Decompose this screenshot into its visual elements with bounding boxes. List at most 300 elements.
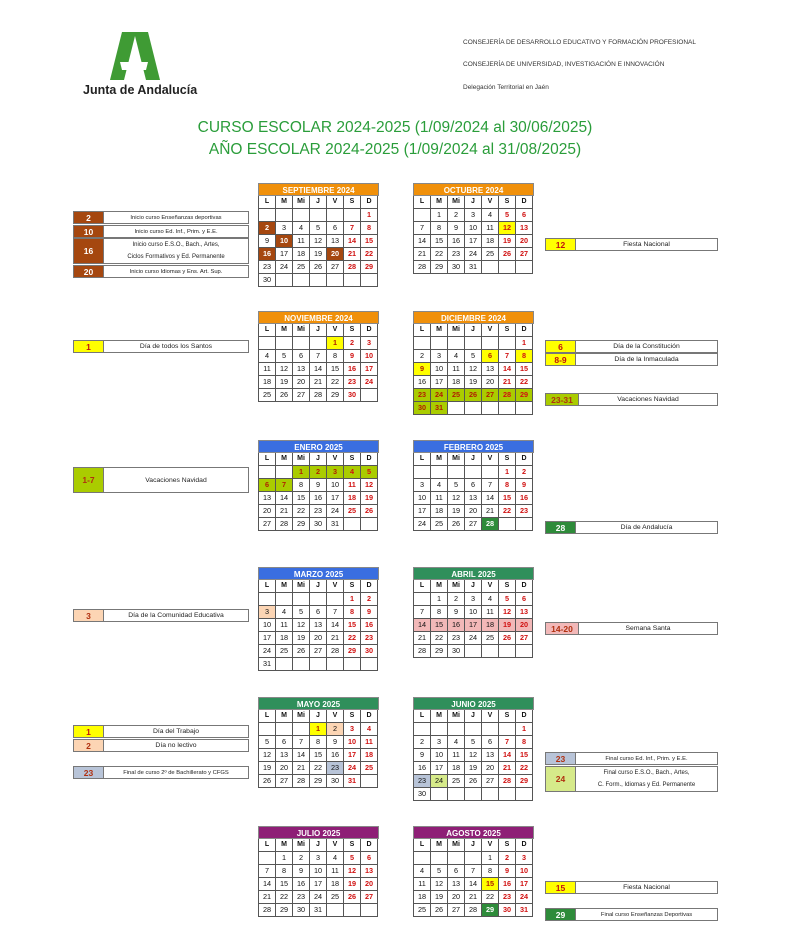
calendar-event [545, 353, 718, 366]
day-cell: 28 [482, 518, 499, 531]
event-description: Vacaciones Navidad [617, 396, 679, 403]
day-cell: 29 [361, 261, 378, 274]
event-description: Final de curso 2º de Bachillerato y CFGS [123, 769, 229, 776]
weekday-header: L [414, 453, 431, 466]
day-cell: 16 [259, 248, 276, 261]
calendar-event [73, 238, 249, 264]
day-cell: 21 [344, 248, 361, 261]
day-cell: 15 [293, 492, 310, 505]
event-description-line: Ciclos Formativos y Ed. Permanente [127, 254, 225, 260]
day-cell: 19 [259, 762, 276, 775]
empty-day-cell [431, 337, 448, 350]
day-cell: 14 [310, 363, 327, 376]
day-cell: 11 [448, 749, 465, 762]
day-cell: 28 [344, 261, 361, 274]
empty-day-cell [344, 658, 361, 671]
day-cell: 9 [344, 350, 361, 363]
weekday-header: L [259, 453, 276, 466]
day-cell: 1 [361, 209, 378, 222]
day-cell: 2 [448, 209, 465, 222]
day-cell: 13 [310, 619, 327, 632]
day-cell: 16 [293, 878, 310, 891]
day-cell: 25 [259, 389, 276, 402]
day-cell: 28 [259, 904, 276, 917]
month-calendar [413, 183, 534, 274]
empty-day-cell [259, 593, 276, 606]
day-cell: 1 [431, 593, 448, 606]
day-cell: 5 [499, 593, 516, 606]
month-calendar [258, 826, 379, 917]
empty-day-cell [310, 274, 327, 287]
day-cell: 12 [431, 878, 448, 891]
weekday-header: V [482, 710, 499, 723]
day-cell: 21 [499, 762, 516, 775]
day-cell: 19 [276, 376, 293, 389]
day-cell: 30 [259, 274, 276, 287]
day-cell: 23 [293, 891, 310, 904]
day-cell: 29 [344, 645, 361, 658]
day-cell: 25 [414, 904, 431, 917]
day-cell: 12 [499, 222, 516, 235]
event-description [576, 767, 717, 791]
day-cell: 31 [516, 904, 533, 917]
day-cell: 26 [465, 389, 482, 402]
calendar-event [73, 225, 249, 238]
day-cell: 24 [361, 376, 378, 389]
empty-day-cell [276, 593, 293, 606]
day-cell: 13 [482, 749, 499, 762]
day-cell: 13 [465, 492, 482, 505]
day-cell: 17 [276, 248, 293, 261]
day-cell: 25 [276, 645, 293, 658]
weekday-header: J [465, 839, 482, 852]
header-line-2: CONSEJERÍA DE UNIVERSIDAD, INVESTIGACIÓN E INNOVACIÓN [463, 61, 665, 68]
empty-day-cell [293, 593, 310, 606]
day-cell: 15 [516, 363, 533, 376]
day-cell: 23 [448, 632, 465, 645]
day-cell: 31 [431, 402, 448, 415]
weekday-header: M [276, 324, 293, 337]
weekday-header: S [344, 196, 361, 209]
day-cell: 27 [448, 904, 465, 917]
empty-day-cell [431, 788, 448, 801]
day-cell: 17 [310, 878, 327, 891]
month-title: FEBRERO 2025 [413, 440, 534, 453]
day-cell: 29 [516, 775, 533, 788]
day-cell: 24 [516, 891, 533, 904]
day-cell: 13 [516, 606, 533, 619]
day-cell: 15 [327, 363, 344, 376]
day-cell: 20 [327, 248, 344, 261]
day-cell: 3 [431, 736, 448, 749]
day-cell: 26 [259, 775, 276, 788]
day-cell: 30 [414, 788, 431, 801]
day-cell: 3 [465, 209, 482, 222]
day-cell: 8 [482, 865, 499, 878]
day-cell: 1 [327, 337, 344, 350]
event-description: Día de todos los Santos [139, 343, 213, 350]
weekday-header: J [465, 710, 482, 723]
day-cell: 9 [327, 736, 344, 749]
event-description: Fiesta Nacional [623, 241, 670, 248]
empty-day-cell [414, 723, 431, 736]
day-cell: 13 [276, 749, 293, 762]
day-cell: 24 [310, 891, 327, 904]
day-cell: 23 [448, 248, 465, 261]
month-calendar [258, 697, 379, 788]
day-cell: 14 [465, 878, 482, 891]
day-cell: 23 [516, 505, 533, 518]
day-cell: 26 [465, 775, 482, 788]
day-cell: 17 [465, 619, 482, 632]
day-cell: 19 [344, 878, 361, 891]
month-title: OCTUBRE 2024 [413, 183, 534, 196]
day-cell: 13 [293, 363, 310, 376]
day-cell: 26 [344, 891, 361, 904]
day-cell: 4 [259, 350, 276, 363]
day-cell: 1 [431, 209, 448, 222]
empty-day-cell [482, 723, 499, 736]
empty-day-cell [276, 658, 293, 671]
event-description: Semana Santa [625, 625, 671, 632]
day-cell: 2 [293, 852, 310, 865]
day-cell: 25 [344, 505, 361, 518]
day-cell: 14 [499, 749, 516, 762]
month-calendar [258, 311, 379, 402]
day-cell: 5 [361, 466, 378, 479]
weekday-header: S [499, 453, 516, 466]
weekday-header: Mi [448, 196, 465, 209]
day-cell: 8 [431, 222, 448, 235]
event-date-code: 1-7 [74, 468, 104, 492]
weekday-header: S [499, 710, 516, 723]
day-cell: 5 [431, 865, 448, 878]
event-date-code: 24 [546, 767, 576, 791]
weekday-header: V [482, 580, 499, 593]
calendar-event [545, 622, 718, 635]
weekday-header: L [259, 710, 276, 723]
day-cell: 24 [465, 248, 482, 261]
event-date-code: 23 [74, 767, 104, 778]
day-cell: 3 [465, 593, 482, 606]
calendar-event [545, 521, 718, 534]
weekday-header: S [344, 324, 361, 337]
day-cell: 6 [361, 852, 378, 865]
day-cell: 6 [327, 222, 344, 235]
day-cell: 16 [310, 492, 327, 505]
month-day-grid [258, 580, 379, 671]
day-cell: 18 [327, 878, 344, 891]
day-cell: 5 [310, 222, 327, 235]
day-cell: 24 [431, 775, 448, 788]
day-cell: 6 [293, 350, 310, 363]
weekday-header: Mi [448, 580, 465, 593]
weekday-header: L [259, 839, 276, 852]
day-cell: 7 [293, 736, 310, 749]
day-cell: 30 [499, 904, 516, 917]
calendar-event [545, 881, 718, 894]
day-cell: 19 [499, 235, 516, 248]
weekday-header: V [327, 453, 344, 466]
weekday-header: D [361, 453, 378, 466]
day-cell: 23 [259, 261, 276, 274]
day-cell: 27 [482, 389, 499, 402]
day-cell: 6 [516, 209, 533, 222]
day-cell: 17 [431, 376, 448, 389]
day-cell: 20 [448, 891, 465, 904]
day-cell: 19 [361, 492, 378, 505]
day-cell: 2 [361, 593, 378, 606]
weekday-header: J [465, 580, 482, 593]
day-cell: 24 [431, 389, 448, 402]
weekday-header: Mi [448, 839, 465, 852]
day-cell: 28 [310, 389, 327, 402]
logo-text: Junta de Andalucía [83, 83, 198, 97]
event-date-code: 2 [74, 212, 104, 223]
empty-day-cell [344, 209, 361, 222]
empty-day-cell [293, 209, 310, 222]
month-title: SEPTIEMBRE 2024 [258, 183, 379, 196]
day-cell: 22 [482, 891, 499, 904]
day-cell: 11 [327, 865, 344, 878]
day-cell: 4 [431, 479, 448, 492]
empty-day-cell [499, 723, 516, 736]
weekday-header: V [327, 580, 344, 593]
weekday-header: D [516, 196, 533, 209]
event-date-code: 20 [74, 266, 104, 277]
day-cell: 26 [499, 248, 516, 261]
month-calendar [258, 183, 379, 287]
month-title: NOVIEMBRE 2024 [258, 311, 379, 324]
month-day-grid [258, 710, 379, 788]
day-cell: 22 [327, 376, 344, 389]
day-cell: 22 [344, 632, 361, 645]
event-date-code: 2 [74, 740, 104, 751]
day-cell: 6 [465, 479, 482, 492]
day-cell: 24 [276, 261, 293, 274]
weekday-header: L [414, 580, 431, 593]
day-cell: 28 [414, 261, 431, 274]
month-title: ABRIL 2025 [413, 567, 534, 580]
day-cell: 10 [361, 350, 378, 363]
day-cell: 22 [431, 632, 448, 645]
weekday-header: V [327, 324, 344, 337]
day-cell: 25 [448, 775, 465, 788]
day-cell: 14 [259, 878, 276, 891]
day-cell: 27 [310, 645, 327, 658]
empty-day-cell [414, 466, 431, 479]
day-cell: 24 [327, 505, 344, 518]
day-cell: 21 [276, 505, 293, 518]
day-cell: 4 [414, 865, 431, 878]
event-description [104, 239, 248, 263]
day-cell: 20 [516, 619, 533, 632]
day-cell: 17 [516, 878, 533, 891]
weekday-header: Mi [293, 324, 310, 337]
day-cell: 21 [482, 505, 499, 518]
day-cell: 21 [414, 632, 431, 645]
empty-day-cell [516, 261, 533, 274]
day-cell: 24 [465, 632, 482, 645]
day-cell: 22 [516, 762, 533, 775]
day-cell: 16 [499, 878, 516, 891]
weekday-header: M [431, 196, 448, 209]
day-cell: 20 [482, 762, 499, 775]
event-date-code: 29 [546, 909, 576, 920]
empty-day-cell [465, 788, 482, 801]
day-cell: 2 [259, 222, 276, 235]
empty-day-cell [499, 645, 516, 658]
day-cell: 10 [465, 222, 482, 235]
weekday-header: M [431, 324, 448, 337]
day-cell: 11 [431, 492, 448, 505]
weekday-header: M [276, 710, 293, 723]
header-line-3: Delegación Territorial en Jaén [463, 84, 549, 91]
weekday-header: S [499, 580, 516, 593]
day-cell: 10 [431, 749, 448, 762]
day-cell: 14 [327, 619, 344, 632]
day-cell: 7 [482, 479, 499, 492]
day-cell: 22 [310, 762, 327, 775]
calendar-event [73, 467, 249, 493]
day-cell: 5 [448, 479, 465, 492]
day-cell: 5 [465, 736, 482, 749]
day-cell: 15 [482, 878, 499, 891]
empty-day-cell [499, 518, 516, 531]
day-cell: 24 [344, 762, 361, 775]
day-cell: 8 [293, 479, 310, 492]
empty-day-cell [259, 723, 276, 736]
calendar-event [73, 265, 249, 278]
empty-day-cell [276, 274, 293, 287]
day-cell: 2 [516, 466, 533, 479]
day-cell: 22 [516, 376, 533, 389]
empty-day-cell [465, 723, 482, 736]
day-cell: 11 [482, 222, 499, 235]
day-cell: 5 [259, 736, 276, 749]
day-cell: 19 [465, 376, 482, 389]
day-cell: 18 [448, 762, 465, 775]
day-cell: 1 [276, 852, 293, 865]
day-cell: 5 [499, 209, 516, 222]
day-cell: 18 [259, 376, 276, 389]
event-description: Día de la Comunidad Educativa [128, 612, 224, 619]
day-cell: 30 [448, 645, 465, 658]
day-cell: 6 [482, 350, 499, 363]
day-cell: 27 [293, 389, 310, 402]
empty-day-cell [293, 274, 310, 287]
day-cell: 3 [276, 222, 293, 235]
empty-day-cell [448, 723, 465, 736]
day-cell: 24 [414, 518, 431, 531]
day-cell: 18 [482, 619, 499, 632]
day-cell: 10 [465, 606, 482, 619]
day-cell: 19 [310, 248, 327, 261]
day-cell: 3 [516, 852, 533, 865]
calendar-event [73, 340, 249, 353]
day-cell: 3 [310, 852, 327, 865]
day-cell: 21 [327, 632, 344, 645]
day-cell: 11 [448, 363, 465, 376]
day-cell: 7 [465, 865, 482, 878]
day-cell: 9 [414, 749, 431, 762]
day-cell: 29 [516, 389, 533, 402]
calendar-event [545, 908, 718, 921]
day-cell: 29 [293, 518, 310, 531]
day-cell: 15 [499, 492, 516, 505]
weekday-header: J [310, 839, 327, 852]
day-cell: 18 [293, 248, 310, 261]
weekday-header: J [465, 196, 482, 209]
day-cell: 31 [310, 904, 327, 917]
event-description: Inicio curso Idiomas y Ens. Art. Sup. [129, 268, 223, 275]
day-cell: 8 [516, 350, 533, 363]
day-cell: 10 [431, 363, 448, 376]
month-calendar [258, 440, 379, 531]
event-description: Fiesta Nacional [623, 884, 670, 891]
day-cell: 10 [414, 492, 431, 505]
empty-day-cell [259, 466, 276, 479]
day-cell: 28 [414, 645, 431, 658]
day-cell: 6 [310, 606, 327, 619]
day-cell: 1 [293, 466, 310, 479]
day-cell: 27 [482, 775, 499, 788]
day-cell: 8 [344, 606, 361, 619]
empty-day-cell [499, 261, 516, 274]
day-cell: 8 [310, 736, 327, 749]
day-cell: 8 [361, 222, 378, 235]
day-cell: 30 [361, 645, 378, 658]
day-cell: 15 [310, 749, 327, 762]
day-cell: 26 [293, 645, 310, 658]
day-cell: 27 [465, 518, 482, 531]
day-cell: 26 [431, 904, 448, 917]
day-cell: 6 [259, 479, 276, 492]
empty-day-cell [516, 788, 533, 801]
day-cell: 2 [344, 337, 361, 350]
empty-day-cell [431, 466, 448, 479]
event-date-code: 23-31 [546, 394, 579, 405]
weekday-header: D [516, 453, 533, 466]
day-cell: 12 [499, 606, 516, 619]
weekday-header: M [276, 839, 293, 852]
day-cell: 20 [310, 632, 327, 645]
day-cell: 11 [344, 479, 361, 492]
day-cell: 21 [310, 376, 327, 389]
day-cell: 22 [361, 248, 378, 261]
day-cell: 10 [327, 479, 344, 492]
day-cell: 2 [499, 852, 516, 865]
empty-day-cell [516, 518, 533, 531]
day-cell: 29 [482, 904, 499, 917]
empty-day-cell [499, 788, 516, 801]
empty-day-cell [361, 518, 378, 531]
event-description-line: Final curso E.S.O., Bach., Artes, [603, 770, 690, 776]
event-description: Inicio curso Enseñanzas deportivas [130, 214, 222, 221]
day-cell: 8 [431, 606, 448, 619]
empty-day-cell [482, 261, 499, 274]
day-cell: 12 [465, 749, 482, 762]
day-cell: 28 [499, 775, 516, 788]
junta-andalucia-logo-icon [108, 32, 160, 82]
weekday-header: D [516, 710, 533, 723]
day-cell: 3 [259, 606, 276, 619]
empty-day-cell [361, 389, 378, 402]
event-description: Final curso Enseñanzas Deportivas [600, 911, 693, 918]
weekday-header: J [465, 453, 482, 466]
day-cell: 6 [448, 865, 465, 878]
empty-day-cell [361, 775, 378, 788]
